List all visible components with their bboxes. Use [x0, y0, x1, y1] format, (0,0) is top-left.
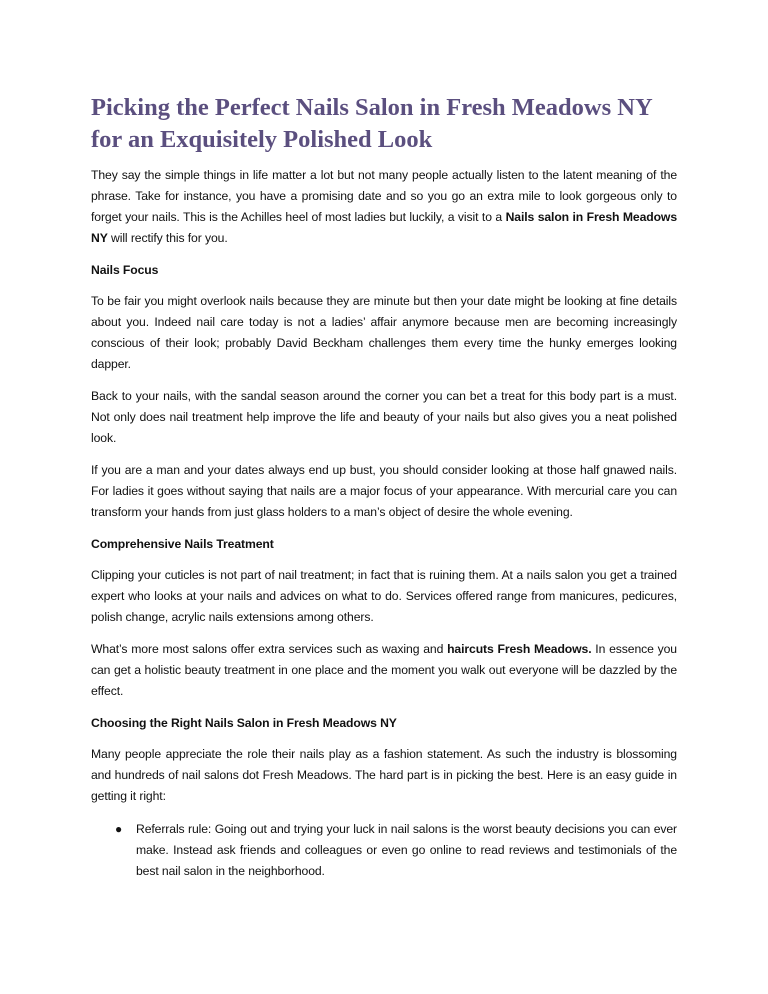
paragraph: To be fair you might overlook nails because they are minute but then your date might be looking at fine details about you. Indeed nail care today is not a ladies’ affair anymore because men are becoming increasingly conscious of their look; probably David Beckham challenges them every time the hunky emerges looking dapper. — [91, 294, 677, 371]
document-body — [91, 92, 677, 882]
list-item — [91, 819, 677, 882]
guide-list — [91, 819, 677, 882]
paragraph: Many people appreciate the role their nails play as a fashion statement. As such the industry is blossoming and hundreds of nail salons dot Fresh Meadows. The hard part is in picking the best. Here is an easy guide in getting it right: — [91, 747, 677, 803]
intro-text: They say the simple things in life matter a lot but not many people actually listen to the latent meaning of the phrase. Take for instance, you have a promising date and so you go an extra mile to look gorgeous only to forget your nails. This is the Achilles heel of most ladies but luckily, a visit to a — [91, 168, 677, 224]
paragraph: If you are a man and your dates always end up bust, you should consider looking at those half gnawed nails. For ladies it goes without saying that nails are a major focus of your appearance. With mercurial care you can transform your hands from just glass holders to a man’s object of desire the whole evening. — [91, 463, 677, 519]
paragraph-text: What’s more most salons offer extra services such as waxing and — [91, 642, 448, 656]
section-heading-comprehensive: Comprehensive Nails Treatment — [91, 537, 274, 551]
paragraph: Clipping your cuticles is not part of nail treatment; in fact that is ruining them. At a nails salon you get a trained expert who looks at your nails and advices on what to do. Services offered range from manicures, pedicures, polish change, acrylic nails extensions among others. — [91, 568, 677, 624]
intro-paragraph — [91, 165, 677, 249]
haircuts-bold-link[interactable]: haircuts Fresh Meadows. — [447, 642, 592, 656]
paragraph: Back to your nails, with the sandal season around the corner you can bet a treat for this body part is a must. Not only does nail treatment help improve the life and beauty of your nails but also gives you a neat polished look. — [91, 389, 677, 445]
section-heading-nails-focus: Nails Focus — [91, 263, 159, 277]
document-title: Picking the Perfect Nails Salon in Fresh Meadows NY for an Exquisitely Polished Look — [91, 94, 652, 153]
section-heading-choosing: Choosing the Right Nails Salon in Fresh Meadows NY — [91, 716, 397, 730]
paragraph — [91, 639, 677, 702]
intro-text-end: will rectify this for you. — [107, 231, 228, 245]
bullet-icon: ● — [115, 822, 123, 836]
list-item-text: Referrals rule: Going out and trying your luck in nail salons is the worst beauty decisions you can ever make. Instead ask friends and colleagues or even go online to read reviews and testimonials of the best nail salon in the neighborhood. — [136, 822, 677, 878]
paragraph-text-end: In essence you can get a holistic beauty treatment in one place and the moment you walk out everyone will be dazzled by the effect. — [91, 642, 677, 698]
intro-bold-link[interactable]: Nails salon in Fresh Meadows NY — [91, 210, 677, 245]
